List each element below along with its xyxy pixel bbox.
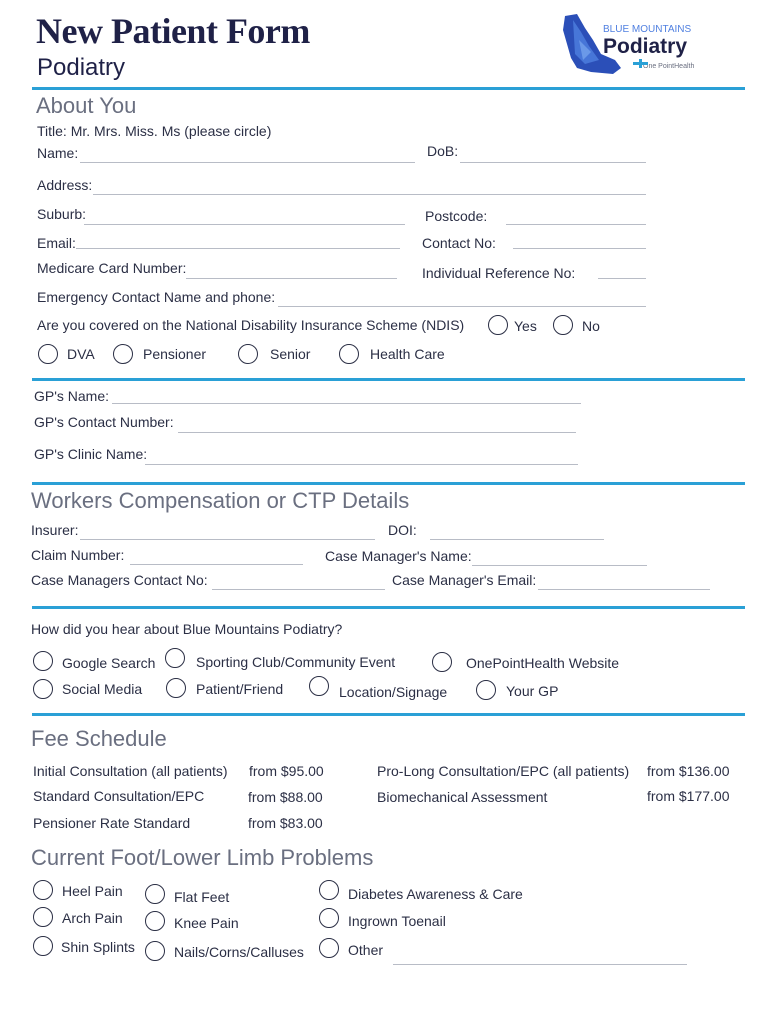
other-label: Other (348, 942, 384, 958)
case-manager-contact-label: Case Managers Contact No: (31, 572, 208, 588)
google-search-checkbox[interactable] (33, 651, 53, 671)
claim-label: Claim Number: (31, 547, 125, 563)
divider (32, 606, 745, 609)
gp-contact-field[interactable] (178, 432, 576, 433)
ndis-no-radio[interactable] (553, 315, 573, 335)
section-workers-comp: Workers Compensation or CTP Details (31, 488, 410, 513)
heel-pain-checkbox[interactable] (33, 880, 53, 900)
dva-checkbox[interactable] (38, 344, 58, 364)
flat-feet-checkbox[interactable] (145, 884, 165, 904)
suburb-field[interactable] (84, 224, 405, 225)
social-media-checkbox[interactable] (33, 679, 53, 699)
fee-standard: Standard Consultation/EPC (33, 788, 205, 804)
health-care-label: Health Care (370, 346, 445, 362)
shin-splints-checkbox[interactable] (33, 936, 53, 956)
knee-pain-checkbox[interactable] (145, 911, 165, 931)
fee-biomech-price: from $177.00 (647, 788, 730, 804)
emergency-field[interactable] (278, 306, 646, 307)
logo-main-text: Podiatry (603, 35, 688, 58)
logo-sub-text: One PointHealth (643, 63, 695, 70)
diabetes-label: Diabetes Awareness & Care (348, 886, 523, 902)
form-subtitle: Podiatry (37, 54, 126, 81)
section-about-you: About You (36, 93, 137, 118)
arch-pain-label: Arch Pain (62, 910, 123, 926)
your-gp-checkbox[interactable] (476, 680, 496, 700)
referral-question: How did you hear about Blue Mountains Podiatry? (31, 621, 343, 637)
fee-prolong-price: from $136.00 (647, 763, 730, 779)
address-label: Address: (37, 177, 93, 193)
address-field[interactable] (93, 194, 646, 195)
diabetes-checkbox[interactable] (319, 880, 339, 900)
ingrown-toenail-checkbox[interactable] (319, 908, 339, 928)
postcode-field[interactable] (506, 224, 646, 225)
patient-friend-checkbox[interactable] (166, 678, 186, 698)
case-manager-name-field[interactable] (472, 565, 647, 566)
sporting-club-checkbox[interactable] (165, 648, 185, 668)
form-title: New Patient Form (36, 11, 310, 51)
onepointhealth-label: OnePointHealth Website (466, 655, 620, 671)
fee-standard-price: from $88.00 (248, 789, 323, 805)
emergency-label: Emergency Contact Name and phone: (37, 289, 276, 305)
fee-pensioner-price: from $83.00 (248, 815, 323, 831)
gp-contact-label: GP's Contact Number: (34, 414, 174, 430)
section-foot-problems: Current Foot/Lower Limb Problems (31, 845, 374, 870)
nails-corns-label: Nails/Corns/Calluses (174, 944, 304, 960)
senior-checkbox[interactable] (238, 344, 258, 364)
divider (32, 482, 745, 485)
dob-label: DoB: (427, 143, 459, 159)
case-manager-email-label: Case Manager's Email: (392, 572, 537, 588)
dob-field[interactable] (460, 162, 646, 163)
divider (32, 713, 745, 716)
claim-field[interactable] (130, 564, 303, 565)
case-manager-name-label: Case Manager's Name: (325, 548, 472, 564)
divider (32, 87, 745, 90)
insurer-label: Insurer: (31, 522, 79, 538)
contact-field[interactable] (513, 248, 646, 249)
logo-top-text: BLUE MOUNTAINS (603, 24, 692, 35)
insurer-field[interactable] (80, 539, 375, 540)
other-field[interactable] (393, 964, 687, 965)
other-checkbox[interactable] (319, 938, 339, 958)
sporting-club-label: Sporting Club/Community Event (196, 654, 396, 670)
fee-prolong: Pro-Long Consultation/EPC (all patients) (377, 763, 630, 779)
ingrown-toenail-label: Ingrown Toenail (348, 913, 446, 929)
location-signage-label: Location/Signage (339, 684, 448, 700)
divider (32, 378, 745, 381)
case-manager-contact-field[interactable] (212, 589, 385, 590)
postcode-label: Postcode: (425, 208, 488, 224)
doi-label: DOI: (388, 522, 417, 538)
gp-name-label: GP's Name: (34, 388, 110, 404)
knee-pain-label: Knee Pain (174, 915, 239, 931)
contact-label: Contact No: (422, 235, 496, 251)
patient-friend-label: Patient/Friend (196, 681, 284, 697)
fee-initial-price: from $95.00 (249, 763, 324, 779)
clinic-logo (555, 10, 715, 80)
email-label: Email: (37, 235, 76, 251)
dva-label: DVA (67, 346, 95, 362)
foot-logo-icon (555, 10, 715, 80)
location-signage-checkbox[interactable] (309, 676, 329, 696)
arch-pain-checkbox[interactable] (33, 907, 53, 927)
fee-biomech: Biomechanical Assessment (377, 789, 548, 805)
google-search-label: Google Search (62, 655, 156, 671)
gp-name-field[interactable] (112, 403, 581, 404)
fee-pensioner: Pensioner Rate Standard (33, 815, 191, 831)
title-options[interactable]: Title: Mr. Mrs. Miss. Ms (please circle) (37, 123, 272, 139)
ndis-yes-label: Yes (514, 318, 537, 334)
your-gp-label: Your GP (506, 683, 559, 699)
gp-clinic-field[interactable] (145, 464, 578, 465)
ndis-no-label: No (582, 318, 600, 334)
doi-field[interactable] (430, 539, 604, 540)
social-media-label: Social Media (62, 681, 143, 697)
heel-pain-label: Heel Pain (62, 883, 123, 899)
section-fee-schedule: Fee Schedule (31, 726, 167, 751)
name-label: Name: (37, 145, 79, 161)
flat-feet-label: Flat Feet (174, 889, 230, 905)
email-field[interactable] (76, 248, 400, 249)
irn-label: Individual Reference No: (422, 265, 576, 281)
nails-corns-checkbox[interactable] (145, 941, 165, 961)
fee-initial: Initial Consultation (all patients) (33, 763, 228, 779)
medicare-field[interactable] (186, 278, 397, 279)
ndis-yes-radio[interactable] (488, 315, 508, 335)
name-field[interactable] (80, 162, 415, 163)
irn-field[interactable] (598, 278, 646, 279)
health-care-checkbox[interactable] (339, 344, 359, 364)
onepointhealth-checkbox[interactable] (432, 652, 452, 672)
ndis-question: Are you covered on the National Disability Insurance Scheme (NDIS) (37, 317, 465, 333)
senior-label: Senior (270, 346, 311, 362)
suburb-label: Suburb: (37, 206, 87, 222)
pensioner-label: Pensioner (143, 346, 207, 362)
pensioner-checkbox[interactable] (113, 344, 133, 364)
medicare-label: Medicare Card Number: (37, 260, 187, 276)
case-manager-email-field[interactable] (538, 589, 710, 590)
shin-splints-label: Shin Splints (61, 939, 135, 955)
gp-clinic-label: GP's Clinic Name: (34, 446, 148, 462)
